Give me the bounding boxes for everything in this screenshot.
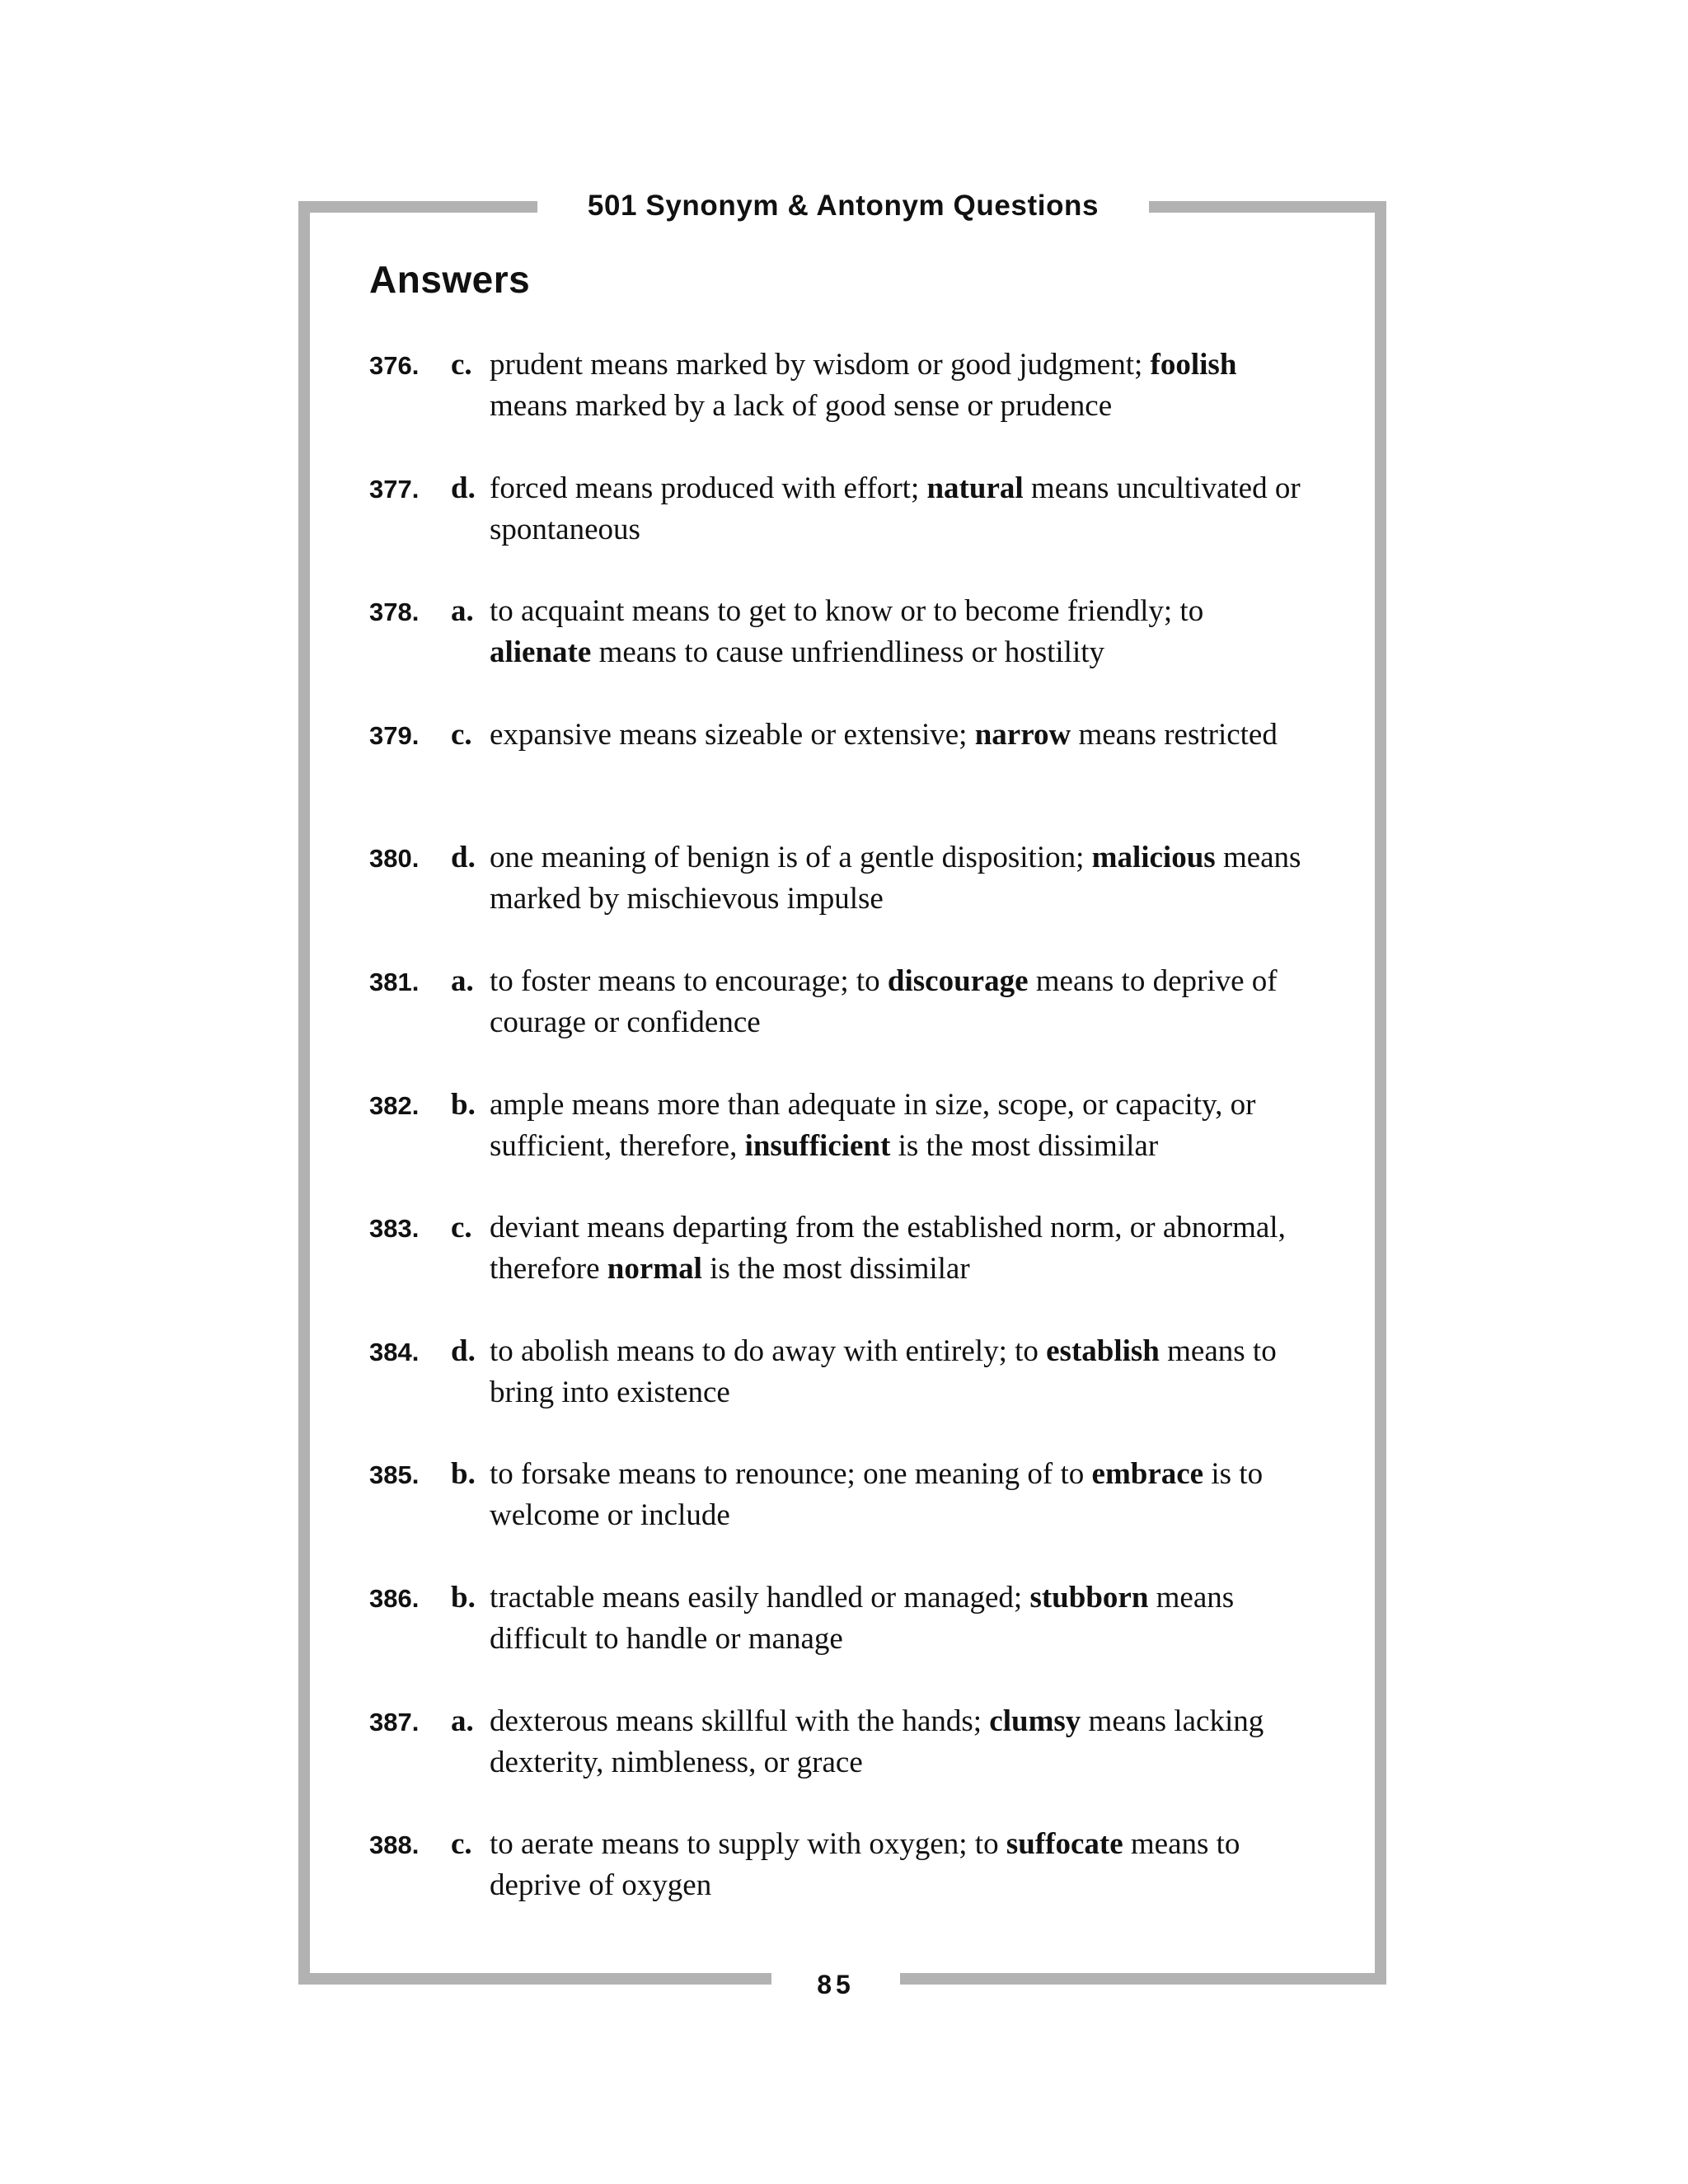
answer-letter: b. [451,1580,476,1615]
antonym-term: insufficient [744,1128,891,1163]
antonym-term: alienate [490,635,592,670]
answer-number: 383. [369,1214,420,1244]
answer-number: 381. [369,967,420,996]
explanation-lead: forced means produced with effort; [490,471,927,505]
answer-item [369,591,1317,715]
page-footer [771,1961,900,2008]
antonym-term: embrace [1091,1457,1204,1492]
answer-letter: a. [451,1704,474,1738]
answer-explanation [490,591,1306,673]
answer-number: 380. [369,844,420,874]
explanation-lead: tractable means easily handled or managed; [490,1580,1030,1615]
explanation-rest: means to cause unfriendliness or hostility [591,635,1105,670]
answer-explanation [490,344,1306,427]
antonym-term: establish [1046,1333,1160,1368]
antonym-term: normal [607,1252,702,1286]
antonym-term: stubborn [1029,1580,1149,1615]
answer-number: 382. [369,1090,420,1120]
answer-item [369,1331,1317,1455]
explanation-rest: means to deprive of oxygen [490,1827,1240,1903]
explanation-rest: means difficult to handle or manage [490,1580,1235,1656]
explanation-rest: means marked by a lack of good sense or prudence [490,389,1113,423]
answer-item [369,1454,1317,1577]
antonym-term: clumsy [989,1704,1081,1738]
answer-list [369,344,1317,1947]
answer-item [369,1577,1317,1701]
answer-letter: b. [451,1087,476,1122]
book-title: 501 Synonym & Antonym Questions [587,190,1100,222]
answer-item [369,344,1317,468]
antonym-term: suffocate [1006,1827,1123,1862]
explanation-rest: means to deprive of courage or confidence [490,963,1278,1039]
explanation-lead: dexterous means skillful with the hands; [490,1704,990,1738]
answer-letter: c. [451,1827,472,1862]
explanation-lead: deviant means departing from the established norm, or abnormal, therefore [490,1211,1286,1286]
explanation-lead: to foster means to encourage; to [490,963,888,998]
answer-explanation [490,1207,1306,1290]
explanation-lead: ample means more than adequate in size, scope, or capacity, or sufficient, therefore, [490,1087,1256,1163]
answer-letter: a. [451,594,474,629]
answer-explanation [490,468,1306,551]
antonym-term: discourage [887,963,1029,998]
answer-letter: d. [451,841,476,875]
antonym-term: malicious [1091,841,1216,875]
answer-letter: c. [451,1211,472,1245]
answer-item [369,1701,1317,1825]
answer-explanation [490,837,1306,920]
answer-explanation [490,961,1306,1043]
answer-explanation [490,715,1306,756]
answer-letter: c. [451,348,472,382]
running-header [537,183,1149,229]
answer-number: 377. [369,474,420,504]
explanation-rest: means uncultivated or spontaneous [490,471,1301,546]
answer-letter: d. [451,1333,476,1368]
page-number: 85 [817,1969,855,1999]
answer-item [369,468,1317,592]
answer-number: 388. [369,1830,420,1860]
explanation-lead: one meaning of benign is of a gentle disposition; [490,841,1092,875]
answer-letter: d. [451,471,476,505]
answer-letter: b. [451,1457,476,1492]
answer-item [369,1207,1317,1331]
answer-letter: a. [451,963,474,998]
answer-explanation [490,1824,1306,1906]
explanation-rest: means to bring into existence [490,1333,1277,1409]
explanation-lead: to aerate means to supply with oxygen; to [490,1827,1006,1862]
explanation-lead: prudent means marked by wisdom or good judgment; [490,348,1151,382]
explanation-lead: expansive means sizeable or extensive; [490,717,975,752]
explanation-lead: to forsake means to renounce; one meaning of to [490,1457,1092,1492]
explanation-rest: is the most dissimilar [890,1128,1159,1163]
answer-number: 384. [369,1337,420,1366]
answer-number: 376. [369,351,420,380]
explanation-rest: means marked by mischievous impulse [490,841,1301,916]
antonym-term: natural [926,471,1024,505]
explanation-rest: is to welcome or include [490,1457,1264,1533]
antonym-term: narrow [974,717,1071,752]
answer-number: 378. [369,598,420,627]
answer-item [369,715,1317,838]
section-title: Answers [369,258,531,301]
explanation-rest: means lacking dexterity, nimbleness, or grace [490,1704,1264,1779]
antonym-term: foolish [1150,348,1237,382]
answer-number: 387. [369,1707,420,1736]
answer-explanation [490,1331,1306,1413]
answer-item [369,1824,1317,1947]
answer-explanation [490,1085,1306,1167]
explanation-lead: to acquaint means to get to know or to become friendly; to [490,594,1204,629]
explanation-rest: means restricted [1071,717,1278,752]
answer-letter: c. [451,717,472,752]
answer-explanation [490,1577,1306,1660]
answer-item [369,1085,1317,1208]
answer-number: 385. [369,1460,420,1490]
answer-number: 379. [369,720,420,750]
answer-item [369,961,1317,1085]
explanation-lead: to abolish means to do away with entirely; to [490,1333,1047,1368]
explanation-rest: is the most dissimilar [701,1252,970,1286]
answer-explanation [490,1701,1306,1783]
answer-item [369,837,1317,961]
answer-number: 386. [369,1583,420,1613]
answer-explanation [490,1454,1306,1536]
